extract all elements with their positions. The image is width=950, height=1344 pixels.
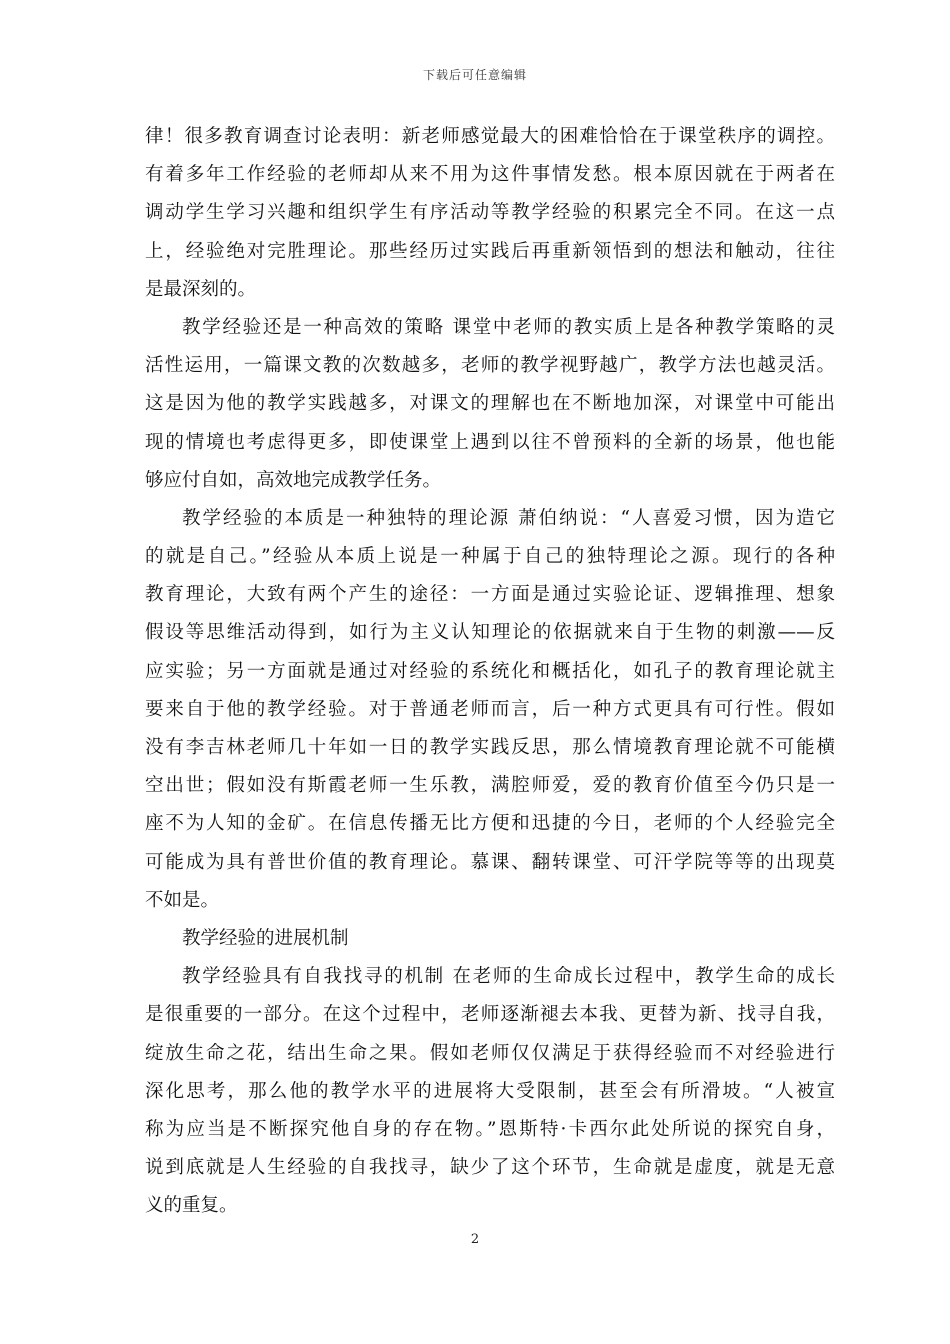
paragraph-line: 义的重复。 [145,1195,238,1217]
paragraph-line: 教学经验的进展机制 [182,927,349,949]
paragraph-line: 深化思考，那么他的教学水平的进展将大受限制，甚至会有所滑坡。“人被宣 [145,1080,835,1102]
paragraph-line: 活性运用，一篇课文教的次数越多，老师的教学视野越广，教学方法也越灵活。 [145,355,835,377]
paragraph-line: 有着多年工作经验的老师却从来不用为这件事情发愁。根本原因就在于两者在 [145,164,835,186]
document-body [145,118,835,1225]
paragraph-line: 称为应当是不断探究他自身的存在物。”恩斯特·卡西尔此处所说的探究自身， [145,1118,835,1140]
paragraph-line: 没有李吉林老师几十年如一日的教学实践反思，那么情境教育理论就不可能横 [145,737,835,758]
paragraph-line: 空出世；假如没有斯霞老师一生乐教，满腔师爱，爱的教育价值至今仍只是一 [145,775,835,797]
page-number: 2 [470,1232,480,1247]
paragraph-line: 假设等思维活动得到，如行为主义认知理论的依据就来自于生物的刺激——反 [145,622,835,644]
page-header: 下载后可任意编辑 [422,68,527,82]
paragraph-line: 现的情境也考虑得更多，即使课堂上遇到以往不曾预料的全新的场景，他也能 [145,431,835,453]
paragraph-line: 应实验；另一方面就是通过对经验的系统化和概括化，如孔子的教育理论就主 [145,660,835,682]
paragraph-line: 教学经验具有自我找寻的机制 在老师的生命成长过程中，教学生命的成长 [182,966,835,988]
paragraph-line: 教育理论，大致有两个产生的途径：一方面是通过实验论证、逻辑推理、想象 [145,584,835,606]
paragraph-line: 要来自于他的教学经验。对于普通老师而言，后一种方式更具有可行性。假如 [145,698,835,720]
paragraph-line: 律！很多教育调查讨论表明：新老师感觉最大的困难恰恰在于课堂秩序的调控。 [145,126,835,147]
paragraph-line: 教学经验的本质是一种独特的理论源 萧伯纳说：“人喜爱习惯，因为造它 [182,507,835,529]
paragraph-line: 可能成为具有普世价值的教育理论。慕课、翻转课堂、可汗学院等等的出现莫 [145,851,835,873]
paragraph-line: 说到底就是人生经验的自我找寻，缺少了这个环节，生命就是虚度，就是无意 [145,1157,835,1179]
paragraph-line: 绽放生命之花，结出生命之果。假如老师仅仅满足于获得经验而不对经验进行 [145,1042,835,1064]
paragraph-line: 教学经验还是一种高效的策略 课堂中老师的教实质上是各种教学策略的灵 [182,316,835,338]
paragraph-line: 上，经验绝对完胜理论。那些经历过实践后再重新领悟到的想法和触动，往往 [145,240,835,262]
paragraph-line: 这是因为他的教学实践越多，对课文的理解也在不断地加深，对课堂中可能出 [145,393,835,415]
paragraph-line: 是最深刻的。 [145,278,257,300]
paragraph-line: 座不为人知的金矿。在信息传播无比方便和迅捷的今日，老师的个人经验完全 [145,813,835,835]
paragraph-line: 不如是。 [145,889,220,911]
paragraph-line: 是很重要的一部分。在这个过程中，老师逐渐褪去本我、更替为新、找寻自我， [145,1004,835,1026]
paragraph-line: 的就是自己。”经验从本质上说是一种属于自己的独特理论之源。现行的各种 [145,546,835,568]
paragraph-line: 调动学生学习兴趣和组织学生有序活动等教学经验的积累完全不同。在这一点 [145,202,835,224]
paragraph-line: 够应付自如，高效地完成教学任务。 [145,469,442,491]
